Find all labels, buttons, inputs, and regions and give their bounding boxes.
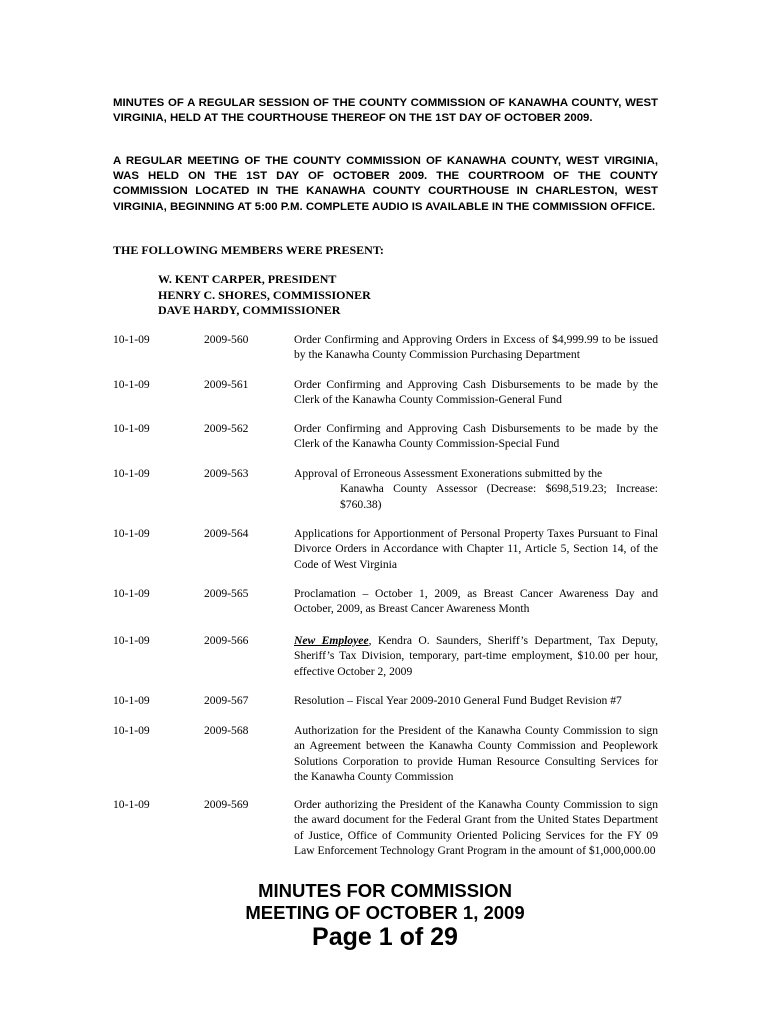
member-item: HENRY C. SHORES, COMMISSIONER	[158, 287, 371, 302]
footer-title-line1: MINUTES FOR COMMISSION	[258, 880, 512, 901]
entry-number: 2009-567	[204, 694, 249, 707]
entry-date: 10-1-09	[113, 422, 150, 435]
entry-date: 10-1-09	[113, 587, 150, 600]
footer-title-line2: MEETING OF OCTOBER 1, 2009	[245, 902, 525, 923]
entry-number: 2009-564	[204, 527, 249, 540]
entry-date: 10-1-09	[113, 694, 150, 707]
entry-number: 2009-560	[204, 333, 249, 346]
entry-number: 2009-561	[204, 378, 249, 391]
entry-date: 10-1-09	[113, 634, 150, 647]
entry-date: 10-1-09	[113, 527, 150, 540]
member-item: W. KENT CARPER, PRESIDENT	[158, 272, 337, 286]
entry-date: 10-1-09	[113, 798, 150, 811]
entry-number: 2009-562	[204, 422, 249, 435]
entry-description-rest: Kanawha County Assessor (Decrease: $698,519.23; Increase: $760.38)	[340, 482, 658, 511]
members-heading: THE FOLLOWING MEMBERS WERE PRESENT:	[113, 243, 384, 257]
entry-number: 2009-569	[204, 798, 249, 811]
entry-description-first: Approval of Erroneous Assessment Exonerations submitted by the	[294, 467, 603, 480]
entry-description: Proclamation – October 1, 2009, as Breast Cancer Awareness Day and October, 2009, as Breast Cancer Awareness Month	[294, 587, 658, 616]
new-employee-label: New Employee	[294, 634, 369, 647]
entry-description: Order Confirming and Approving Orders in Excess of $4,999.99 to be issued by the Kanawha County Commission Purchasing Department	[294, 333, 658, 362]
entry-number: 2009-568	[204, 724, 249, 737]
meeting-paragraph: A REGULAR MEETING OF THE COUNTY COMMISSION OF KANAWHA COUNTY, WEST VIRGINIA, WAS HELD ON THE 1ST DAY OF OCTOBER 2009. THE COURTROOM OF THE COUNTY COMMISSION LOCATED IN THE KANAWHA COUNTY COURTHOUSE IN CHARLESTON, WEST VIRGINIA, BEGINNING AT 5:00 P.M. COMPLETE AUDIO IS AVAILABLE IN THE COMMISSION OFFICE.	[113, 155, 658, 213]
entry-date: 10-1-09	[113, 333, 150, 346]
entry-number: 2009-566	[204, 634, 249, 647]
entry-description-text: , Kendra O. Saunders, Sheriff’s Department, Tax Deputy, Sheriff’s Tax Division, temporary, part-time employment, $10.00 per hour, effective October 2, 2009	[294, 634, 658, 678]
entry-date: 10-1-09	[113, 724, 150, 737]
members-list	[158, 272, 371, 319]
page-number: Page 1 of 29	[312, 923, 458, 951]
entry-date: 10-1-09	[113, 378, 150, 391]
entry-description: Applications for Apportionment of Personal Property Taxes Pursuant to Final Divorce Orders in Accordance with Chapter 11, Article 5, Section 14, of the Code of West Virginia	[294, 527, 658, 571]
entry-description: Resolution – Fiscal Year 2009-2010 General Fund Budget Revision #7	[294, 694, 622, 707]
entry-description	[294, 633, 658, 679]
entry-description: Authorization for the President of the Kanawha County Commission to sign an Agreement between the Kanawha County Commission and Peoplework Solutions Corporation to provide Human Resource Consulting Services for the Kanawha County Commission	[294, 724, 658, 783]
entry-date: 10-1-09	[113, 467, 150, 480]
header-paragraph: MINUTES OF A REGULAR SESSION OF THE COUNTY COMMISSION OF KANAWHA COUNTY, WEST VIRGINIA, HELD AT THE COURTHOUSE THEREOF ON THE 1ST DAY OF OCTOBER 2009.	[113, 97, 658, 125]
entry-number: 2009-563	[204, 467, 249, 480]
entry-description: Order authorizing the President of the Kanawha County Commission to sign the award document for the Federal Grant from the United States Department of Justice, Office of Community Oriented Policing Services for the FY 09 Law Enforcement Technology Grant Program in the amount of $1,000,000.00	[294, 798, 658, 857]
entry-description: Order Confirming and Approving Cash Disbursements to be made by the Clerk of the Kanawha County Commission-General Fund	[294, 378, 658, 407]
entry-number: 2009-565	[204, 587, 249, 600]
member-item: DAVE HARDY, COMMISSIONER	[158, 303, 341, 317]
entry-description: Order Confirming and Approving Cash Disbursements to be made by the Clerk of the Kanawha County Commission-Special Fund	[294, 422, 658, 451]
entry-description	[294, 466, 658, 512]
